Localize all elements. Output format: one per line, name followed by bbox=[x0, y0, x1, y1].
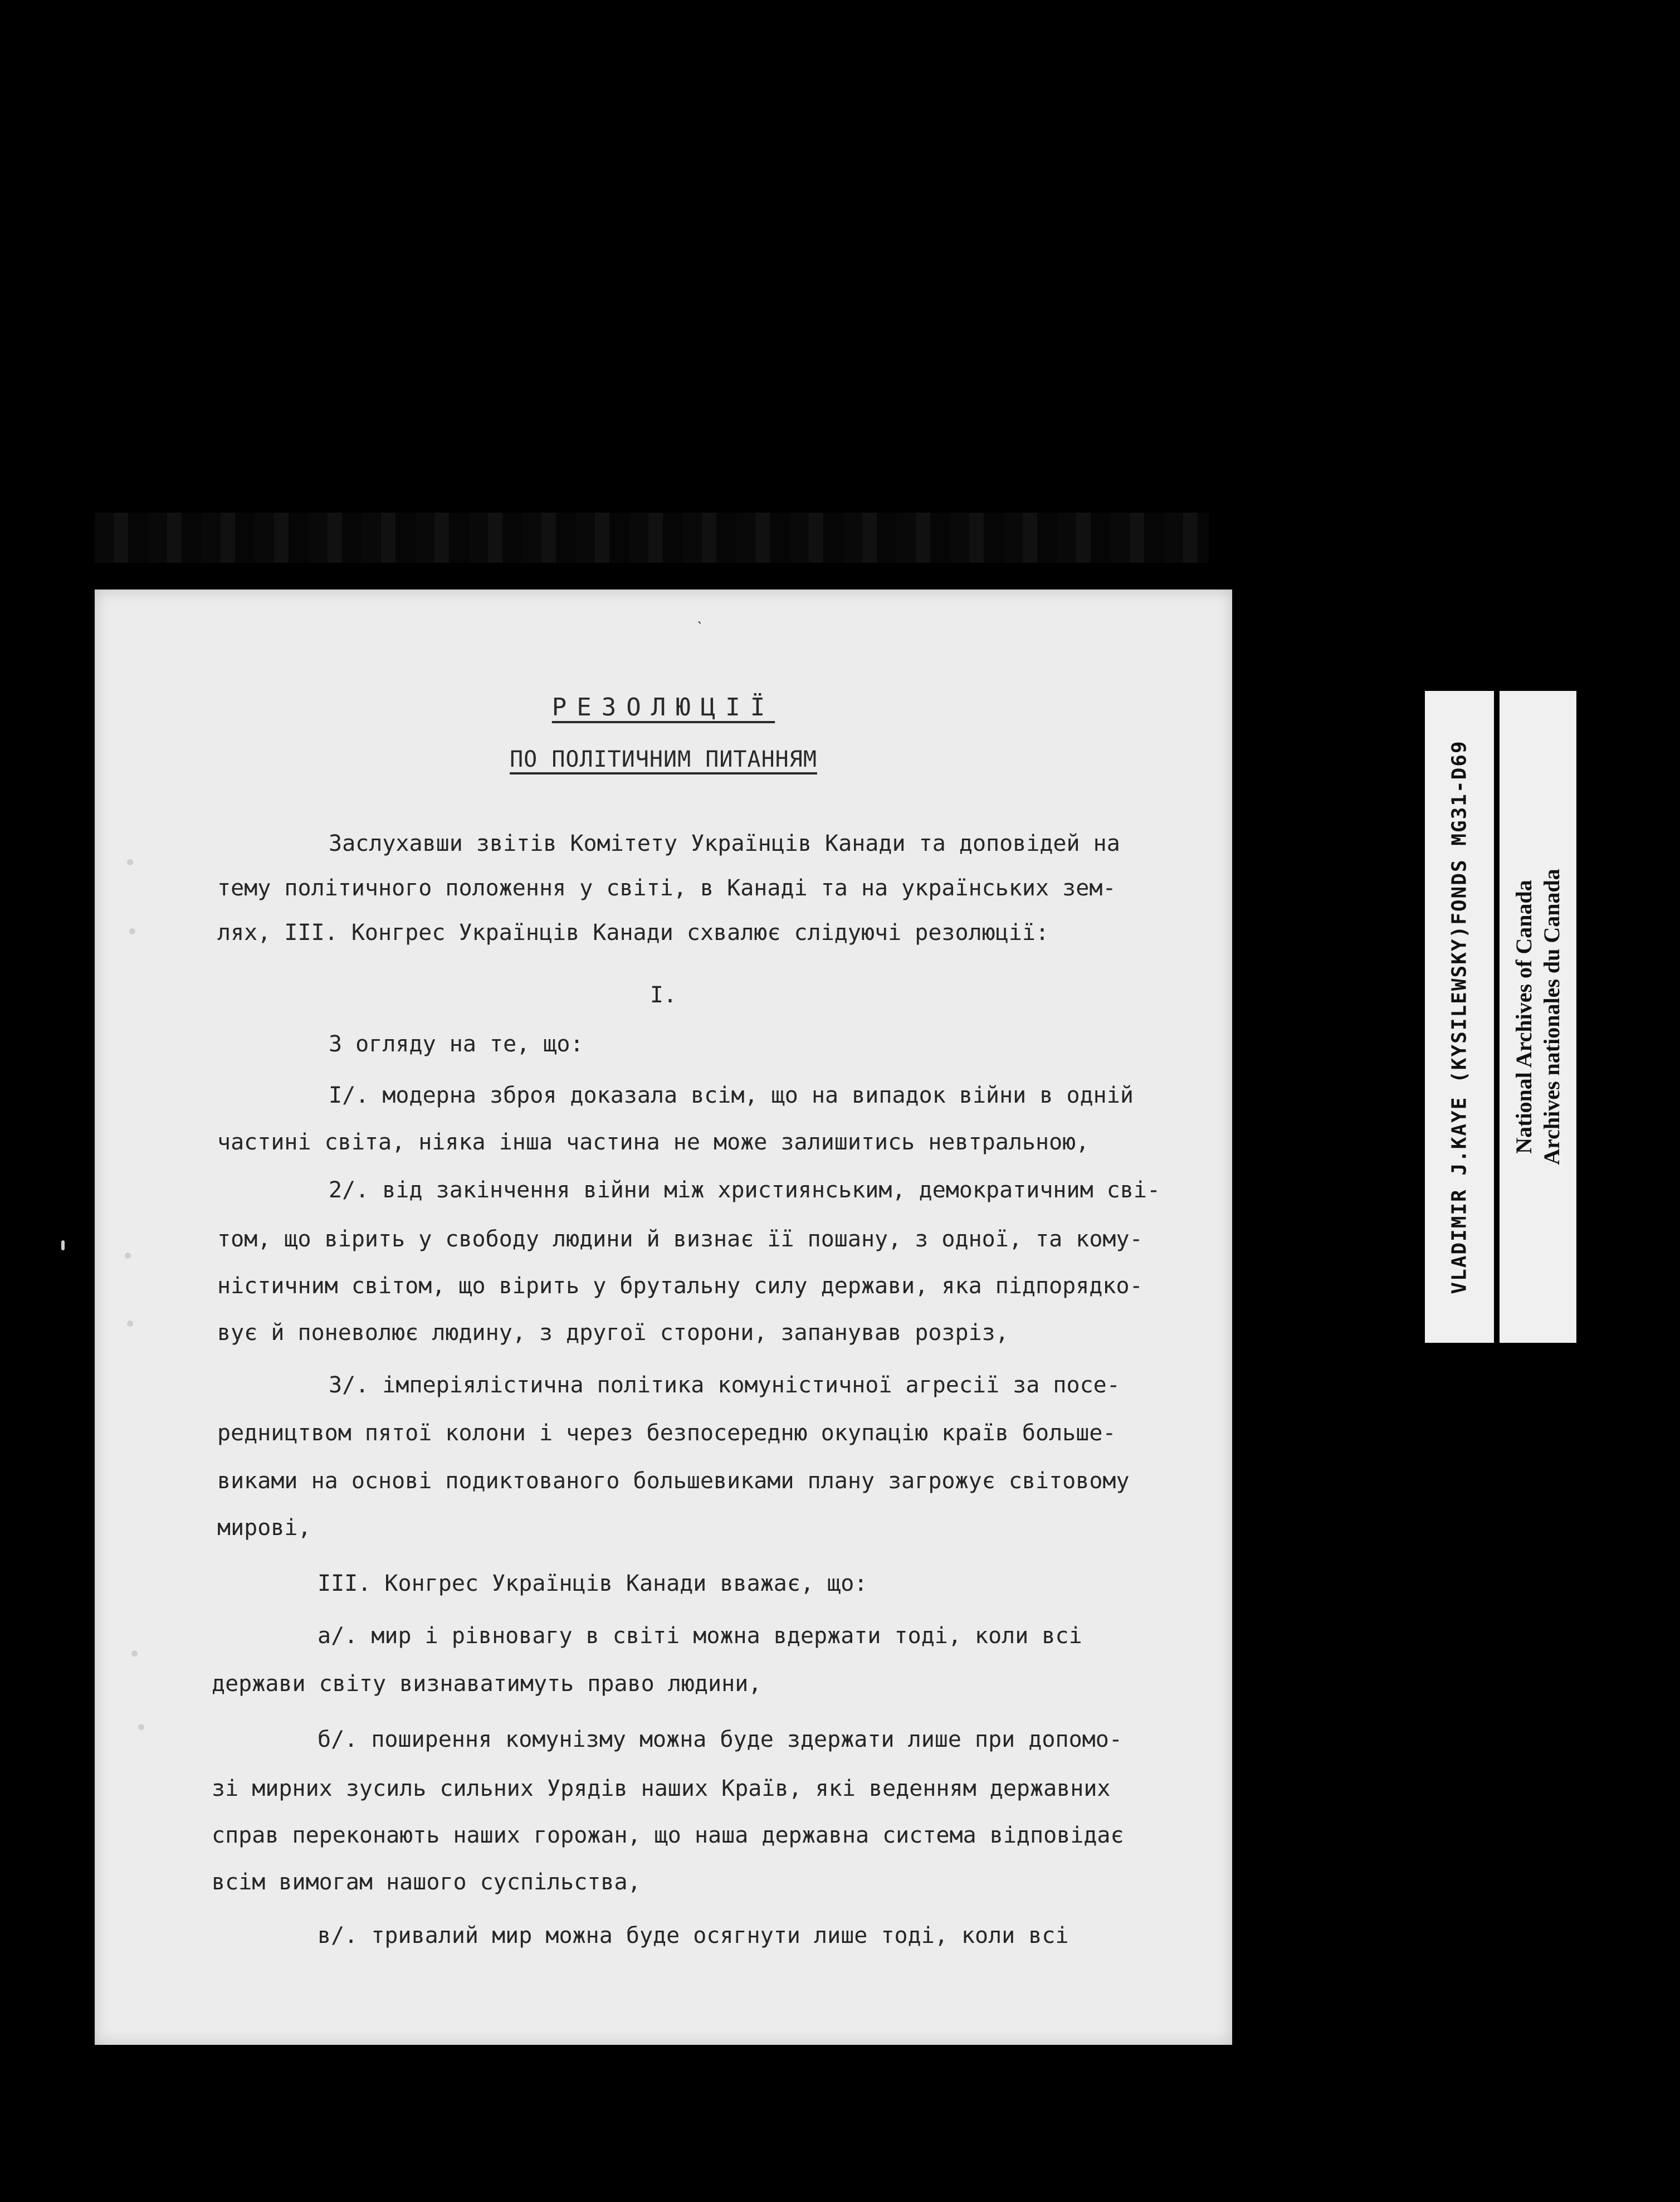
text-line: всім вимогам нашого суспільства, bbox=[212, 1869, 641, 1895]
text-line: том, що вірить у свободу людини й визнає її пошану, з одної, та кому- bbox=[217, 1226, 1143, 1252]
page-mark: ˋ bbox=[695, 618, 706, 638]
institution-text bbox=[1510, 869, 1566, 1165]
section-number: I. bbox=[649, 982, 677, 1008]
text-line: 3/. імперіялістична політика комуністичної агресії за посе- bbox=[329, 1372, 1120, 1398]
text-line: зі мирних зусиль сильних Урядів наших Країв, які веденням державних bbox=[212, 1776, 1111, 1801]
archive-institution-label bbox=[1500, 691, 1576, 1343]
text-line: 2/. від закінчення війни між християнським, демократичним сві- bbox=[329, 1177, 1161, 1203]
text-line: Заслухавши звітів Комітету Українців Канади та доповідей на bbox=[329, 831, 1120, 856]
document-page bbox=[95, 590, 1232, 2045]
text-line: тему політичного положення у світі, в Канаді та на українських зем- bbox=[217, 875, 1116, 901]
text-line: мирові, bbox=[217, 1515, 311, 1541]
text-line: вує й поневолює людину, з другої сторони, запанував розріз, bbox=[217, 1320, 1009, 1346]
margin-dot bbox=[127, 1321, 133, 1327]
text-line: З огляду на те, що: bbox=[329, 1031, 584, 1057]
margin-dot bbox=[127, 859, 133, 865]
text-line: частині світа, ніяка інша частина не може залишитись невтральною, bbox=[217, 1129, 1090, 1155]
document-title: РЕЗОЛЮЦІЇ bbox=[551, 693, 775, 722]
margin-dot bbox=[125, 1253, 131, 1259]
text-line: б/. поширення комунізму можна буде здержати лише при допомо- bbox=[318, 1727, 1122, 1752]
document-subtitle: ПО ПОЛІТИЧНИМ ПИТАННЯМ bbox=[510, 747, 817, 772]
margin-dot bbox=[129, 928, 135, 934]
margin-dot bbox=[138, 1724, 144, 1730]
text-line: а/. мир і рівновагу в світі можна вдержати тоді, коли всі bbox=[318, 1623, 1082, 1649]
text-line: в/. тривалий мир можна буде осягнути лише тоді, коли всі bbox=[318, 1923, 1069, 1948]
margin-mark bbox=[61, 1240, 65, 1250]
fonds-text: VLADIMIR J.KAYE (KYSILEWSKY)FONDS MG31-D69 bbox=[1448, 739, 1471, 1294]
institution-en: National Archives of Canada bbox=[1511, 880, 1536, 1154]
text-line: лях, III. Конгрес Українців Канади схвалює слідуючі резолюції: bbox=[217, 920, 1049, 946]
text-line: редництвом пятої колони і через безпосередню окупацію країв больше- bbox=[217, 1420, 1116, 1446]
text-line: справ переконають наших горожан, що наша державна система відповідає bbox=[212, 1823, 1124, 1848]
archive-fonds-label bbox=[1425, 691, 1494, 1343]
text-line: держави світу визнаватимуть право людини, bbox=[212, 1671, 762, 1697]
microfilm-edge-strip bbox=[95, 513, 1209, 563]
margin-dot bbox=[131, 1650, 138, 1657]
institution-fr: Archives nationales du Canada bbox=[1539, 869, 1564, 1165]
text-line: ністичним світом, що вірить у брутальну силу держави, яка підпорядко- bbox=[217, 1273, 1143, 1299]
text-line: III. Конгрес Українців Канади вважає, що: bbox=[318, 1571, 868, 1596]
text-line: виками на основі подиктованого большевиками плану загрожує світовому bbox=[217, 1468, 1130, 1494]
text-line: I/. модерна зброя доказала всім, що на випадок війни в одній bbox=[329, 1083, 1134, 1108]
